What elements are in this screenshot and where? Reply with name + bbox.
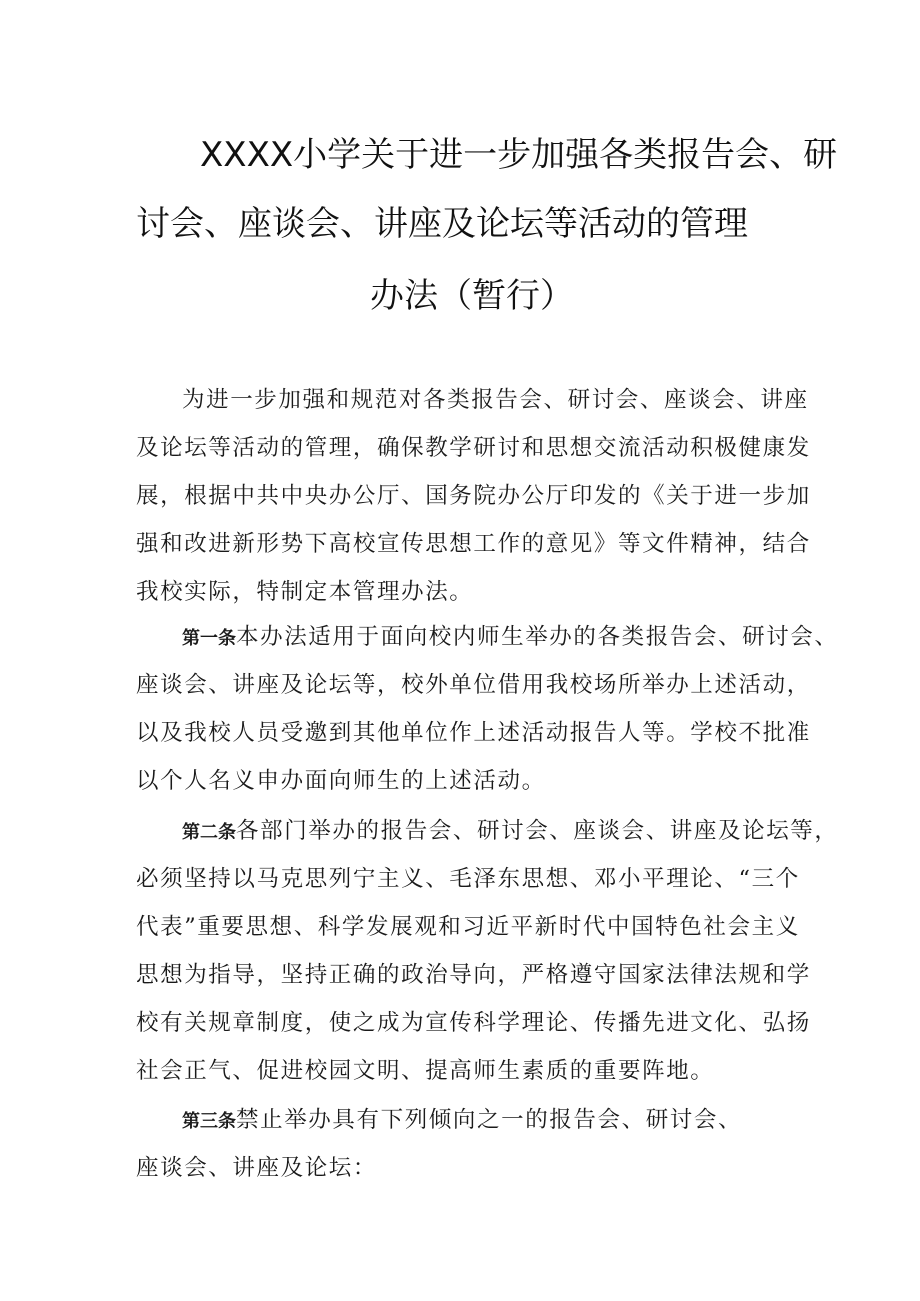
- article-line: 校有关规章制度，使之成为宣传科学理论、传播先进文化、弘扬: [136, 1010, 811, 1036]
- article-line: 必须坚持以马克思列宁主义、毛泽东思想、邓小平理论、“三个: [136, 866, 800, 892]
- article-1-text: 本办法适用于面向校内师生举办的各类报告会、研讨会、: [236, 624, 839, 650]
- title-line-2: 讨会、座谈会、讲座及论坛等活动的管理: [136, 204, 748, 244]
- title-line-1: XXXX小学关于进一步加强各类报告会、研: [200, 135, 838, 175]
- title-line-3: 办法（暂行）: [370, 276, 574, 316]
- article-line: 思想为指导，坚持正确的政治导向，严格遵守国家法律法规和学: [136, 962, 811, 988]
- article-1-line-1: [136, 613, 839, 661]
- article-line: 座谈会、讲座及论坛：: [136, 1155, 378, 1181]
- article-3-label: 第三条: [182, 1111, 236, 1132]
- intro-line: 为进一步加强和规范对各类报告会、研讨会、座谈会、讲座: [182, 387, 809, 413]
- intro-line: 强和改进新形势下高校宣传思想工作的意见》等文件精神，结合: [136, 531, 811, 557]
- article-line: 以个人名义申办面向师生的上述活动。: [136, 768, 546, 794]
- article-line: 代表”重要思想、科学发展观和习近平新时代中国特色社会主义: [136, 914, 800, 940]
- intro-line: 我校实际，特制定本管理办法。: [136, 579, 474, 605]
- article-2-line-1: [136, 807, 839, 855]
- article-3-line-1: [136, 1096, 816, 1144]
- article-1: [136, 613, 839, 805]
- article-3-text: 禁止举办具有下列倾向之一的报告会、研讨会、: [236, 1107, 743, 1133]
- intro-paragraph: [136, 376, 816, 616]
- intro-line: 及论坛等活动的管理，确保教学研讨和思想交流活动积极健康发: [136, 435, 811, 461]
- article-2-label: 第二条: [182, 822, 236, 843]
- article-line: 社会正气、促进校园文明、提高师生素质的重要阵地。: [136, 1058, 715, 1084]
- article-2-text: 各部门举办的报告会、研讨会、座谈会、讲座及论坛等，: [236, 818, 839, 844]
- article-3: [136, 1096, 816, 1192]
- intro-line: 展，根据中共中央办公厅、国务院办公厅印发的《关于进一步加: [136, 483, 811, 509]
- article-line: 座谈会、讲座及论坛等，校外单位借用我校场所举办上述活动，: [136, 672, 811, 698]
- article-2: [136, 807, 839, 1095]
- article-line: 以及我校人员受邀到其他单位作上述活动报告人等。学校不批准: [136, 720, 811, 746]
- article-1-label: 第一条: [182, 628, 236, 649]
